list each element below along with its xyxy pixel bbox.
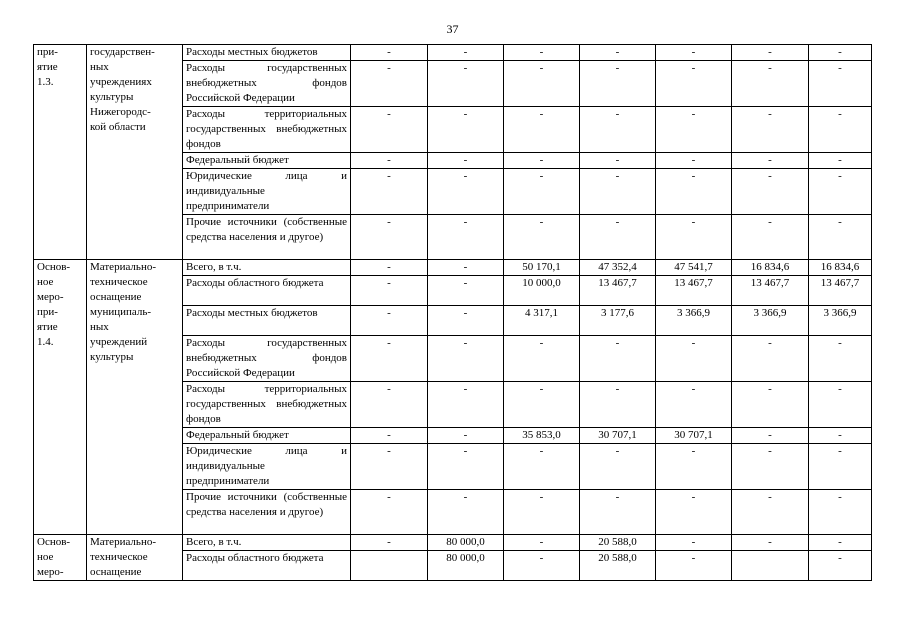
value-cell: - — [809, 490, 872, 535]
value-cell: 50 170,1 — [504, 260, 580, 276]
value-cell: - — [732, 153, 809, 169]
value-cell: - — [656, 535, 732, 551]
value-cell: - — [428, 306, 504, 336]
value-cell: 35 853,0 — [504, 428, 580, 444]
funding-source: Расходы местных бюджетов — [183, 45, 351, 61]
funding-source: Расходы областного бюджета — [183, 551, 351, 581]
value-cell: - — [656, 107, 732, 153]
value-cell: - — [809, 535, 872, 551]
funding-source: Всего, в т.ч. — [183, 260, 351, 276]
value-cell: - — [351, 107, 428, 153]
value-cell: - — [580, 336, 656, 382]
value-cell: - — [351, 169, 428, 215]
value-cell: - — [428, 107, 504, 153]
value-cell: - — [732, 215, 809, 260]
value-cell: 16 834,6 — [732, 260, 809, 276]
value-cell: 13 467,7 — [580, 276, 656, 306]
funding-source: Расходы территориальных государственных внебюджетных фондов — [183, 382, 351, 428]
value-cell: - — [351, 153, 428, 169]
value-cell: - — [580, 382, 656, 428]
value-cell: 13 467,7 — [809, 276, 872, 306]
value-cell: - — [428, 153, 504, 169]
value-cell: - — [504, 535, 580, 551]
activity-code: при- ятие 1.3. — [34, 45, 87, 260]
value-cell: 30 707,1 — [656, 428, 732, 444]
value-cell: - — [656, 551, 732, 581]
value-cell: - — [351, 276, 428, 306]
value-cell: - — [809, 428, 872, 444]
value-cell: - — [809, 169, 872, 215]
value-cell: - — [351, 382, 428, 428]
funding-source: Расходы областного бюджета — [183, 276, 351, 306]
value-cell: - — [809, 153, 872, 169]
value-cell: 10 000,0 — [504, 276, 580, 306]
value-cell: - — [351, 61, 428, 107]
value-cell: - — [809, 336, 872, 382]
value-cell: 20 588,0 — [580, 535, 656, 551]
funding-source: Прочие источники (собственные средства населения и другое) — [183, 490, 351, 535]
value-cell: - — [732, 61, 809, 107]
value-cell: 13 467,7 — [656, 276, 732, 306]
value-cell: - — [580, 215, 656, 260]
page-number: 37 — [446, 22, 459, 36]
activity-code: Основ- ное меро- — [34, 535, 87, 581]
value-cell: - — [580, 45, 656, 61]
value-cell: - — [504, 215, 580, 260]
value-cell: 20 588,0 — [580, 551, 656, 581]
value-cell: - — [351, 215, 428, 260]
value-cell: - — [428, 276, 504, 306]
value-cell: - — [428, 490, 504, 535]
value-cell: - — [428, 169, 504, 215]
value-cell: - — [656, 382, 732, 428]
value-cell: 3 177,6 — [580, 306, 656, 336]
value-cell: - — [580, 490, 656, 535]
value-cell: - — [504, 444, 580, 490]
value-cell: - — [504, 336, 580, 382]
value-cell — [732, 551, 809, 581]
value-cell: - — [809, 61, 872, 107]
value-cell: - — [656, 490, 732, 535]
value-cell: - — [504, 61, 580, 107]
value-cell: 30 707,1 — [580, 428, 656, 444]
funding-source: Федеральный бюджет — [183, 153, 351, 169]
value-cell: 80 000,0 — [428, 551, 504, 581]
activity-name: государствен- ных учреждениях культуры Нижегородс- кой области — [87, 45, 183, 260]
activity-name: Материально- техническое оснащение — [87, 535, 183, 581]
value-cell: - — [732, 428, 809, 444]
value-cell — [351, 551, 428, 581]
funding-source: Расходы государственных внебюджетных фондов Российской Федерации — [183, 336, 351, 382]
funding-source: Юридические лица и индивидуальные предприниматели — [183, 444, 351, 490]
value-cell: - — [732, 490, 809, 535]
value-cell: - — [809, 551, 872, 581]
value-cell: - — [428, 215, 504, 260]
value-cell: 16 834,6 — [809, 260, 872, 276]
value-cell: - — [580, 153, 656, 169]
funding-source: Расходы местных бюджетов — [183, 306, 351, 336]
value-cell: - — [504, 551, 580, 581]
value-cell: - — [504, 45, 580, 61]
value-cell: - — [656, 45, 732, 61]
value-cell: - — [580, 61, 656, 107]
value-cell: - — [656, 444, 732, 490]
value-cell: - — [656, 153, 732, 169]
value-cell: 3 366,9 — [732, 306, 809, 336]
value-cell: - — [428, 260, 504, 276]
value-cell: - — [580, 169, 656, 215]
value-cell: - — [656, 336, 732, 382]
activity-code: Основ- ное меро- при- ятие 1.4. — [34, 260, 87, 535]
value-cell: - — [656, 169, 732, 215]
value-cell: - — [809, 382, 872, 428]
value-cell: 47 541,7 — [656, 260, 732, 276]
value-cell: - — [351, 444, 428, 490]
value-cell: - — [809, 215, 872, 260]
funding-source: Расходы территориальных государственных внебюджетных фондов — [183, 107, 351, 153]
value-cell: - — [580, 107, 656, 153]
value-cell: - — [428, 382, 504, 428]
value-cell: - — [504, 107, 580, 153]
value-cell: - — [351, 428, 428, 444]
value-cell: - — [732, 45, 809, 61]
value-cell: - — [428, 45, 504, 61]
value-cell: - — [351, 336, 428, 382]
value-cell: - — [732, 444, 809, 490]
funding-source: Прочие источники (собственные средства населения и другое) — [183, 215, 351, 260]
value-cell: - — [732, 336, 809, 382]
value-cell: - — [504, 382, 580, 428]
value-cell: - — [809, 107, 872, 153]
value-cell: - — [351, 490, 428, 535]
value-cell: - — [428, 444, 504, 490]
value-cell: - — [732, 535, 809, 551]
value-cell: 3 366,9 — [809, 306, 872, 336]
value-cell: - — [428, 61, 504, 107]
value-cell: - — [351, 306, 428, 336]
value-cell: 3 366,9 — [656, 306, 732, 336]
value-cell: - — [809, 45, 872, 61]
value-cell: - — [504, 490, 580, 535]
value-cell: 80 000,0 — [428, 535, 504, 551]
funding-source: Всего, в т.ч. — [183, 535, 351, 551]
value-cell: - — [732, 107, 809, 153]
value-cell: - — [351, 535, 428, 551]
value-cell: - — [428, 336, 504, 382]
value-cell: - — [580, 444, 656, 490]
value-cell: - — [504, 169, 580, 215]
funding-source: Федеральный бюджет — [183, 428, 351, 444]
value-cell: - — [351, 260, 428, 276]
value-cell: - — [428, 428, 504, 444]
funding-source: Расходы государственных внебюджетных фондов Российской Федерации — [183, 61, 351, 107]
funding-source: Юридические лица и индивидуальные предприниматели — [183, 169, 351, 215]
value-cell: - — [656, 61, 732, 107]
value-cell: - — [809, 444, 872, 490]
value-cell: 4 317,1 — [504, 306, 580, 336]
value-cell: - — [656, 215, 732, 260]
value-cell: - — [732, 169, 809, 215]
activity-name: Материально- техническое оснащение муниципаль- ных учреждений культуры — [87, 260, 183, 535]
value-cell: - — [732, 382, 809, 428]
value-cell: 13 467,7 — [732, 276, 809, 306]
value-cell: 47 352,4 — [580, 260, 656, 276]
value-cell: - — [504, 153, 580, 169]
budget-table — [33, 44, 872, 581]
value-cell: - — [351, 45, 428, 61]
